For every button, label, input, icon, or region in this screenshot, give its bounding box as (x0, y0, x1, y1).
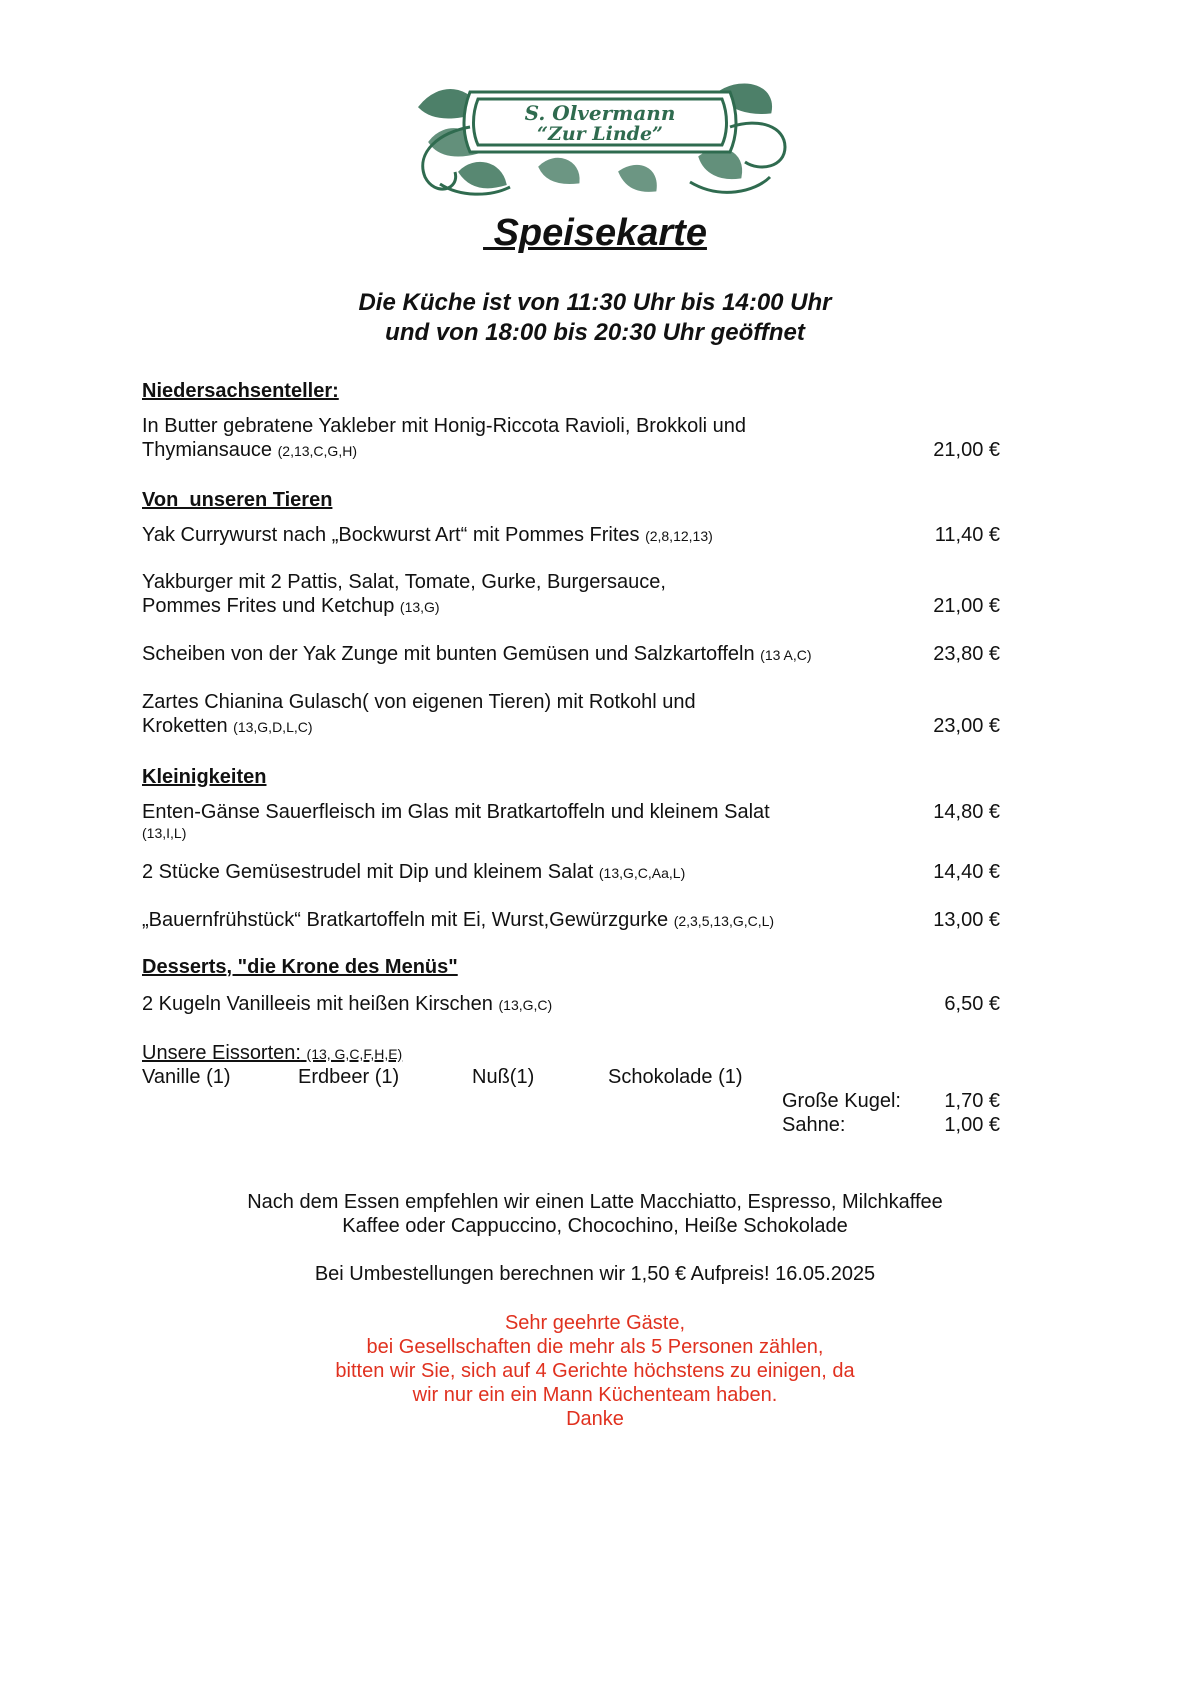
item-text-line-1: In Butter gebratene Yakleber mit Honig-Riccota Ravioli, Brokkoli und (142, 415, 747, 437)
item-price: 21,00 € (933, 595, 1000, 617)
section-title-kleinigkeiten: Kleinigkeiten (142, 766, 267, 788)
menu-item (142, 690, 696, 739)
item-text-line-1-label: 2 Kugeln Vanilleeis mit heißen Kirschen (142, 993, 493, 1015)
coffee-line-1: Nach dem Essen empfehlen wir einen Latte Macchiatto, Espresso, Milchkaffee (247, 1191, 943, 1213)
item-text-line-1: Zartes Chianina Gulasch( von eigenen Tieren) mit Rotkohl und (142, 691, 696, 713)
item-text-line-1: Enten-Gänse Sauerfleisch im Glas mit Bratkartoffeln und kleinem Salat (142, 801, 770, 823)
menu-item (142, 908, 774, 933)
ice-flavors-heading-label: Unsere Eissorten: (142, 1042, 301, 1064)
menu-item (142, 523, 713, 548)
kitchen-hours-line-1: Die Küche ist von 11:30 Uhr bis 14:00 Uhr (358, 289, 832, 316)
item-text-line-1 (142, 908, 774, 933)
item-allergens: (2,8,12,13) (645, 528, 713, 544)
ice-flavors-heading (142, 1042, 402, 1065)
item-text-line-1 (142, 860, 685, 885)
item-price: 21,00 € (933, 439, 1000, 461)
notice-line: Danke (566, 1408, 624, 1430)
item-price: 23,00 € (933, 715, 1000, 737)
extra-price: 1,00 € (944, 1114, 1000, 1136)
page-title: Speisekarte (483, 212, 707, 254)
surcharge-note: Bei Umbestellungen berechnen wir 1,50 € Aufpreis! 16.05.2025 (314, 1263, 876, 1285)
item-text-line-2-label: Thymiansauce (142, 439, 273, 461)
menu-item (142, 570, 666, 619)
notice-line: bei Gesellschaften die mehr als 5 Personen zählen, (366, 1336, 824, 1358)
item-text-line-1-label: 2 Stücke Gemüsestrudel mit Dip und kleinem Salat (142, 861, 594, 883)
item-allergens: (13,G,C) (498, 997, 553, 1013)
coffee-line-2: Kaffee oder Cappuccino, Chocochino, Heiße Schokolade (342, 1215, 848, 1237)
ice-flavor: Schokolade (1) (608, 1066, 743, 1088)
coffee-recommendation (0, 1190, 1190, 1238)
item-text-line-2 (142, 714, 696, 739)
item-price: 14,80 € (933, 801, 1000, 823)
item-allergens: (13 A,C) (760, 647, 812, 663)
item-text-line-1-label: Scheiben von der Yak Zunge mit bunten Gemüsen und Salzkartoffeln (142, 643, 755, 665)
item-allergens: (13,G,D,L,C) (233, 719, 313, 735)
section-title-desserts: Desserts, "die Krone des Menüs" (142, 956, 458, 978)
menu-item (142, 860, 685, 885)
restaurant-logo (400, 72, 800, 210)
section-title-tiere: Von unseren Tieren (142, 489, 333, 511)
item-text-line-1 (142, 642, 812, 667)
item-text-line-1-label: „Bauernfrühstück“ Bratkartoffeln mit Ei, Wurst,Gewürzgurke (142, 909, 669, 931)
item-text-line-1: Yakburger mit 2 Pattis, Salat, Tomate, Gurke, Burgersauce, (142, 571, 666, 593)
extra-label: Große Kugel: (782, 1090, 901, 1112)
logo-line-1: S. Olvermann (524, 101, 676, 125)
menu-item (142, 414, 746, 463)
menu-item (142, 800, 770, 842)
logo-banner-icon (400, 72, 800, 210)
logo-line-2: “Zur Linde” (537, 123, 663, 145)
item-price: 6,50 € (944, 993, 1000, 1015)
group-notice (0, 1311, 1190, 1431)
ice-flavor: Vanille (1) (142, 1066, 231, 1088)
item-text-line-2 (142, 438, 746, 463)
item-price: 11,40 € (934, 524, 1000, 546)
ice-flavor: Nuß(1) (472, 1066, 535, 1088)
extra-price: 1,70 € (944, 1090, 1000, 1112)
item-price: 13,00 € (933, 909, 1000, 931)
extra-label: Sahne: (782, 1114, 846, 1136)
ice-flavor: Erdbeer (1) (298, 1066, 400, 1088)
item-allergens: (2,3,5,13,G,C,L) (673, 913, 775, 929)
item-text-line-1 (142, 523, 713, 548)
notice-line: Sehr geehrte Gäste, (504, 1312, 686, 1334)
item-allergens: (2,13,C,G,H) (277, 443, 357, 459)
kitchen-hours-line-2: und von 18:00 bis 20:30 Uhr geöffnet (385, 319, 805, 346)
item-allergens: (13,G,C,Aa,L) (598, 865, 686, 881)
item-text-line-1-label: Yak Currywurst nach „Bockwurst Art“ mit Pommes Frites (142, 524, 640, 546)
ice-allergens: (13, G,C,F,H,E) (306, 1046, 403, 1062)
item-price: 14,40 € (933, 861, 1000, 883)
item-allergens: (13,I,L) (142, 825, 187, 841)
item-text-line-1 (142, 992, 552, 1017)
section-title-niedersachsen: Niedersachsenteller: (142, 380, 339, 402)
item-allergens: (13,G) (399, 599, 440, 615)
item-text-line-2-label: Kroketten (142, 715, 228, 737)
item-text-line-2 (142, 594, 666, 619)
menu-item (142, 992, 552, 1017)
notice-line: bitten wir Sie, sich auf 4 Gerichte höchstens zu einigen, da (335, 1360, 855, 1382)
menu-item (142, 642, 812, 667)
item-text-line-2-label: Pommes Frites und Ketchup (142, 595, 395, 617)
notice-line: wir nur ein ein Mann Küchenteam haben. (412, 1384, 778, 1406)
item-price: 23,80 € (933, 643, 1000, 665)
kitchen-hours (0, 288, 1190, 348)
